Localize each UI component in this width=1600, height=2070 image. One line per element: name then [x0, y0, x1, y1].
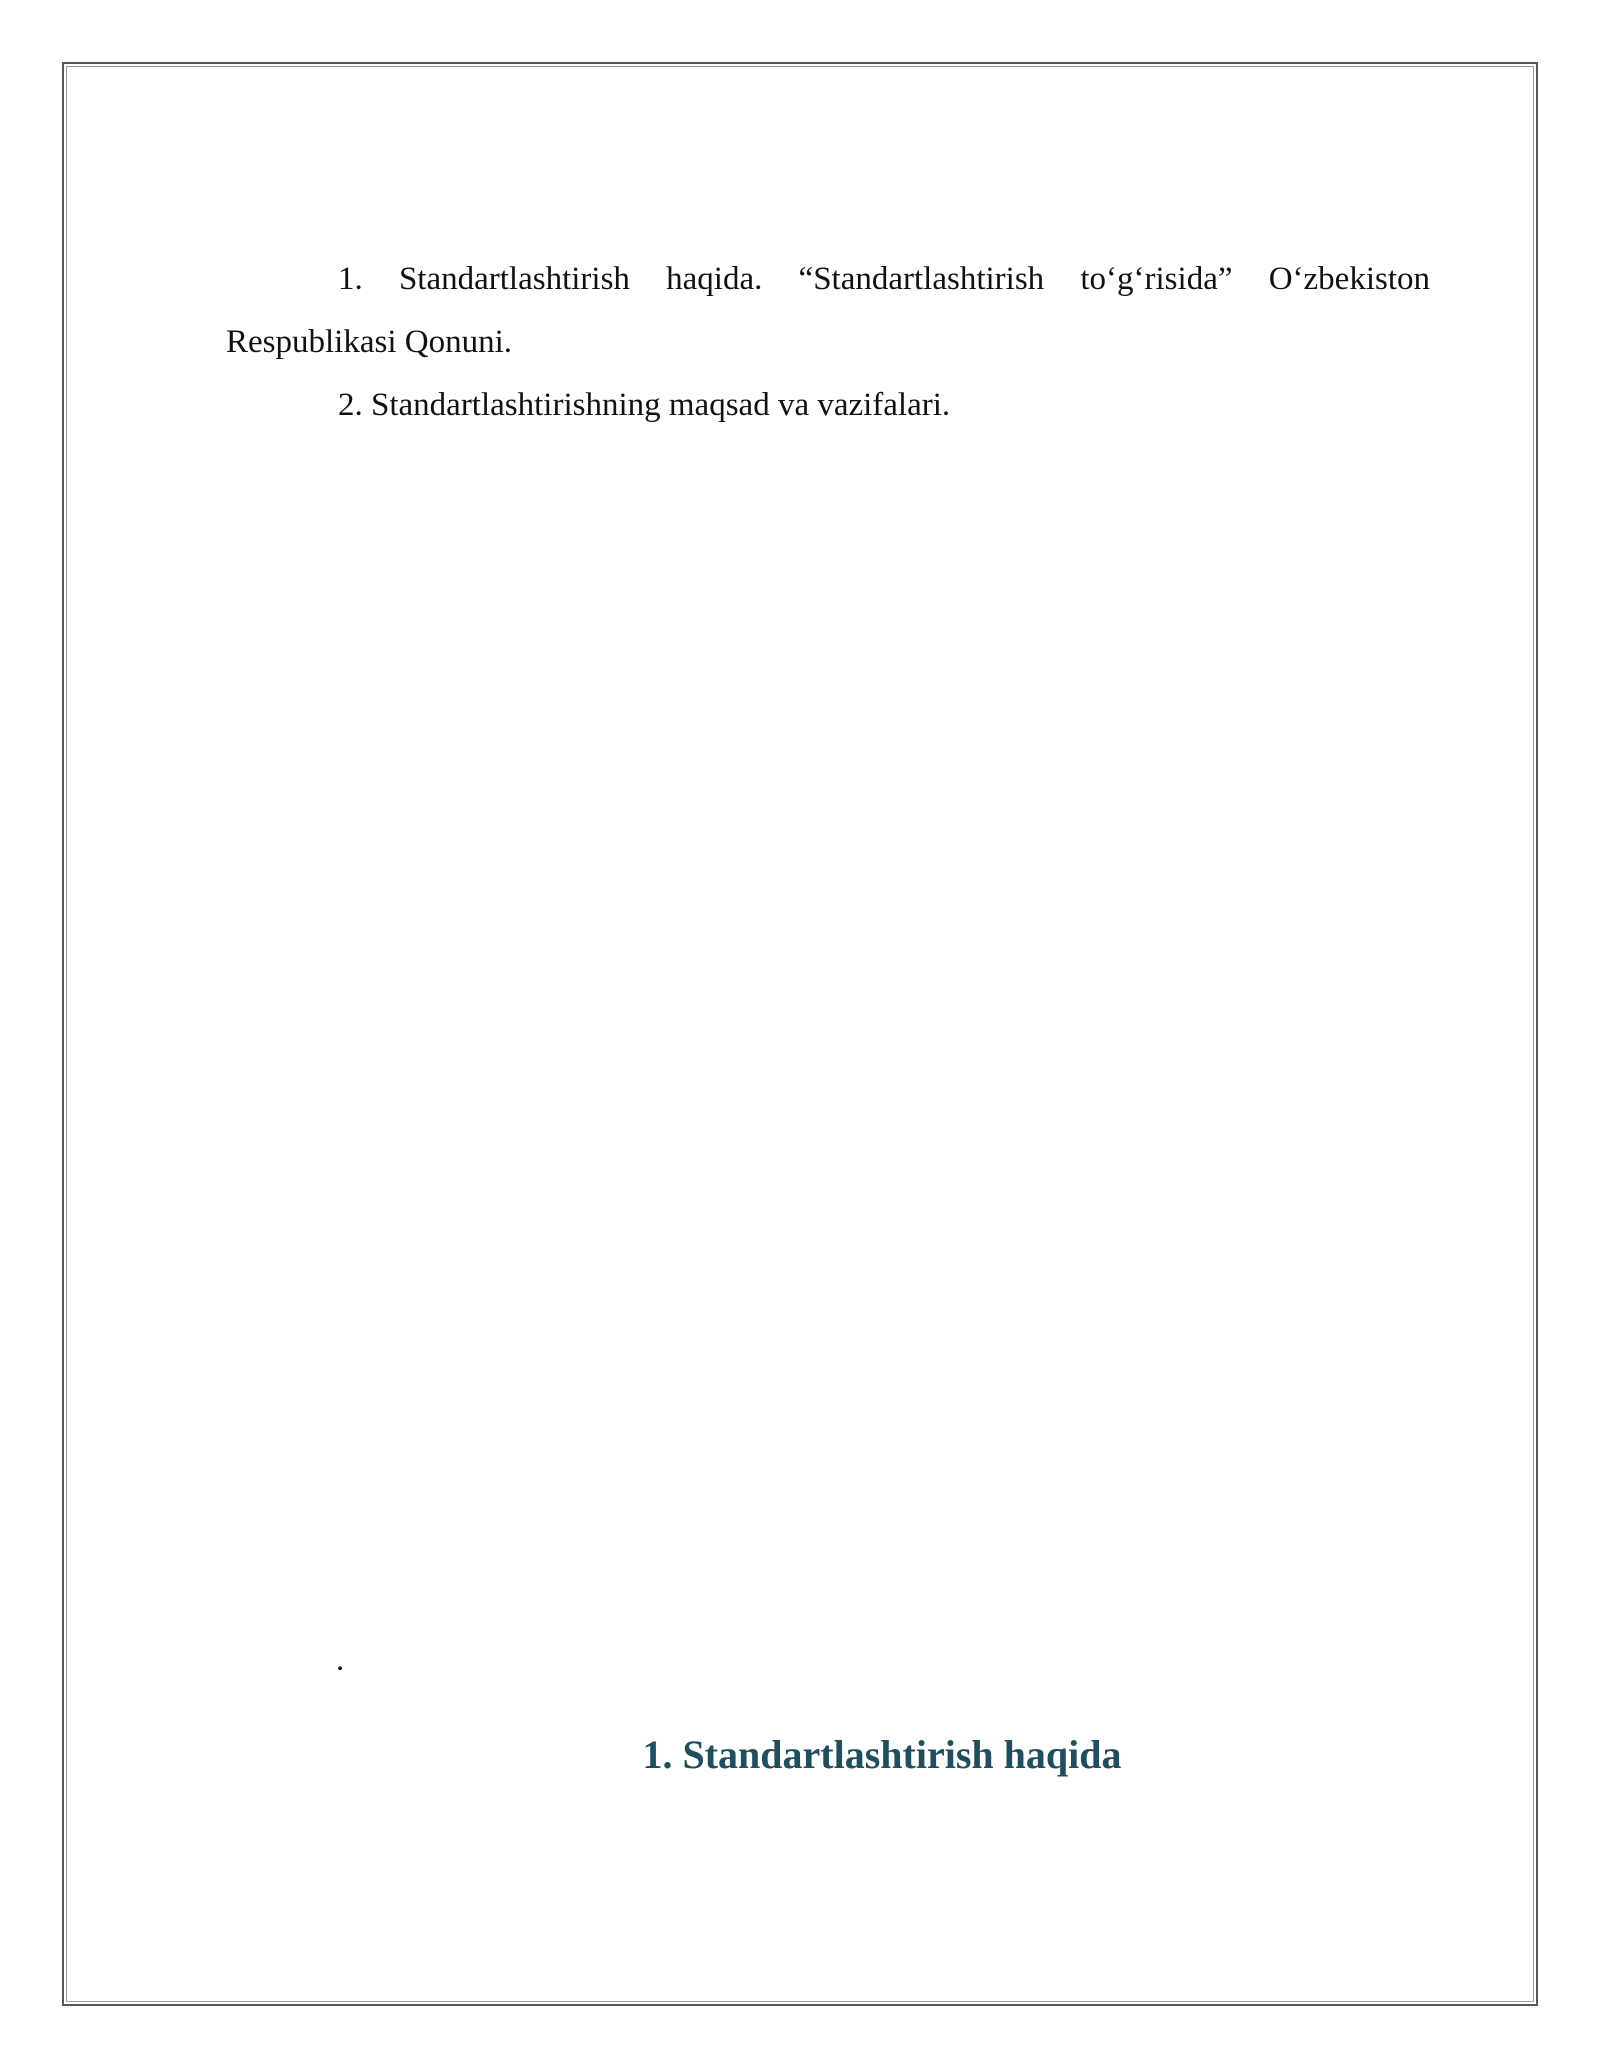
toc-item-2: 2. Standartlashtirishning maqsad va vazifalari. — [338, 387, 951, 423]
toc-item-1: 1. Standartlashtirish haqida. “Standartlashtirish to‘g‘risida” O‘zbekiston Respublikasi Qonuni. — [226, 261, 1430, 360]
table-of-contents — [226, 248, 1430, 437]
section-heading: 1. Standartlashtirish haqida — [642, 1732, 1122, 1777]
stray-period: . — [336, 1642, 345, 1678]
